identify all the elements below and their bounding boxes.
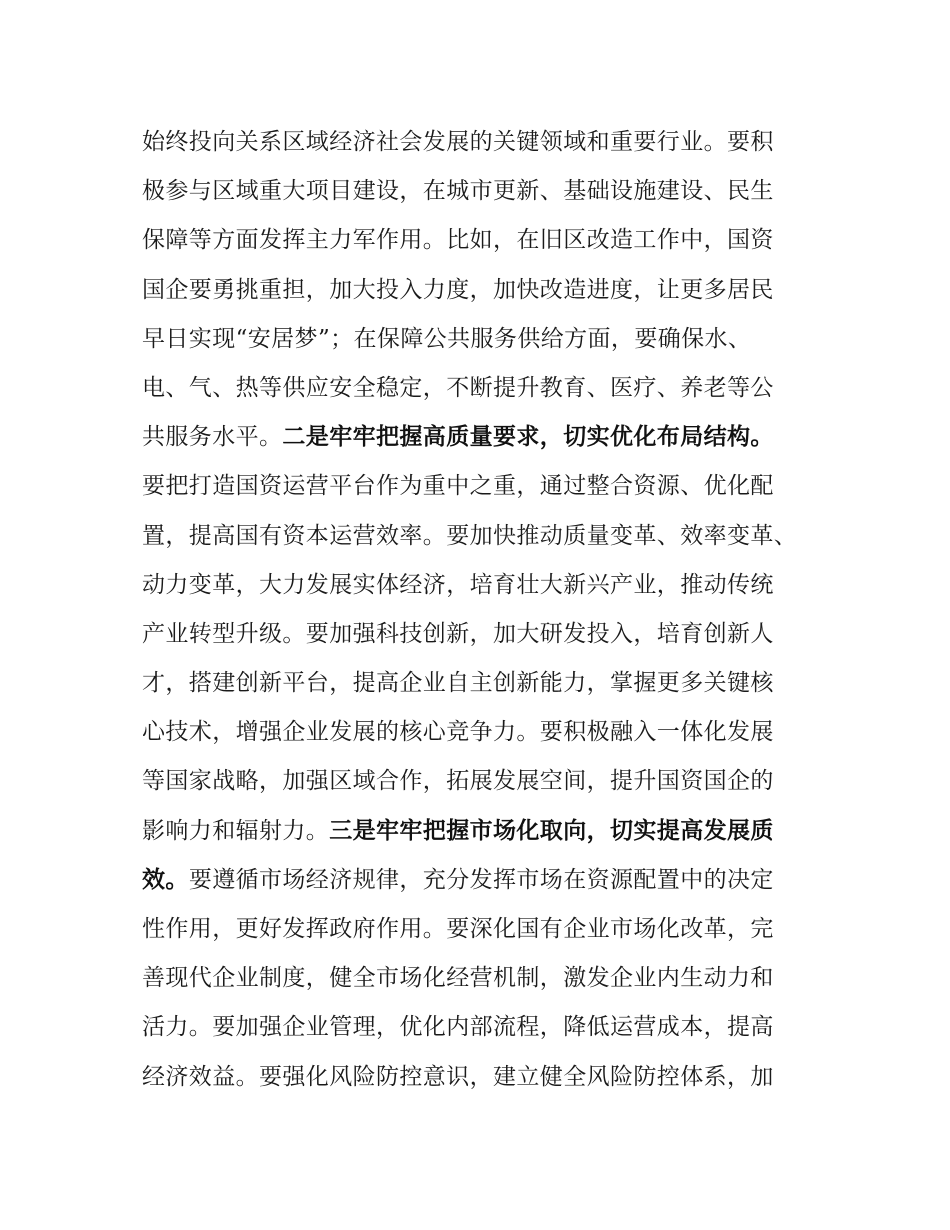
text-line: [142, 462, 822, 511]
body-text-run: 极参与区域重大项目建设，在城市更新、基础设施建设、民生: [142, 178, 774, 205]
body-text-run: 电、气、热等供应安全稳定，不断提升教育、医疗、养老等公: [142, 374, 774, 401]
text-line: [142, 954, 822, 1003]
bold-heading-text: 三是牢牢把握市场化取向，切实提高发展质: [329, 817, 774, 844]
body-text-run: 共服务水平。: [142, 424, 283, 451]
text-line: [142, 807, 822, 856]
text-line: [142, 905, 822, 954]
text-line: [142, 118, 822, 167]
text-line: [142, 659, 822, 708]
body-text-run: 置，提高国有资本运营效率。要加快推动质量变革、效率变革、: [142, 522, 798, 549]
body-text-run: 心技术，增强企业发展的核心竞争力。要积极融入一体化发展: [142, 719, 774, 746]
text-line: [142, 266, 822, 315]
body-text-run: 要遵循市场经济规律，充分发挥市场在资源配置中的决定: [188, 866, 774, 893]
text-line: [142, 1053, 822, 1102]
body-text-run: 善现代企业制度，健全市场化经营机制，激发企业内生动力和: [142, 965, 774, 992]
text-line: [142, 1003, 822, 1052]
body-text-run: 早日实现“安居梦”；在保障公共服务供给方面，要确保水、: [142, 325, 752, 352]
body-text-run: 产业转型升级。要加强科技创新，加大研发投入，培育创新人: [142, 620, 774, 647]
text-line: [142, 512, 822, 561]
body-text-run: 影响力和辐射力。: [142, 817, 330, 844]
body-text-run: 始终投向关系区域经济社会发展的关键领域和重要行业。要积: [142, 129, 774, 155]
body-text-run: 才，搭建创新平台，提高企业自主创新能力，掌握更多关键核: [142, 670, 774, 697]
text-line: [142, 413, 822, 462]
body-text-run: 经济效益。要强化风险防控意识，建立健全风险防控体系，加: [142, 1063, 774, 1090]
text-line: [142, 610, 822, 659]
body-text: [142, 118, 822, 1102]
text-line: [142, 364, 822, 413]
text-line: [142, 856, 822, 905]
body-text-run: 等国家战略，加强区域合作，拓展发展空间，提升国资国企的: [142, 768, 774, 795]
text-line: [142, 216, 822, 265]
body-text-run: 保障等方面发挥主力军作用。比如，在旧区改造工作中，国资: [142, 227, 774, 254]
bold-heading-text: 二是牢牢把握高质量要求，切实优化布局结构。: [282, 424, 774, 451]
bold-heading-text: 效。: [142, 866, 189, 893]
text-line: [142, 167, 822, 216]
body-text-run: 国企要勇挑重担，加大投入力度，加快改造进度，让更多居民: [142, 276, 774, 303]
body-text-run: 要把打造国资运营平台作为重中之重，通过整合资源、优化配: [142, 473, 774, 500]
body-text-run: 性作用，更好发挥政府作用。要深化国有企业市场化改革，完: [142, 916, 774, 942]
body-text-run: 活力。要加强企业管理，优化内部流程，降低运营成本，提高: [142, 1014, 774, 1041]
text-line: [142, 757, 822, 806]
body-text-run: 动力变革，大力发展实体经济，培育壮大新兴产业，推动传统: [142, 571, 774, 598]
text-line: [142, 708, 822, 757]
text-line: [142, 315, 822, 364]
text-line: [142, 561, 822, 610]
